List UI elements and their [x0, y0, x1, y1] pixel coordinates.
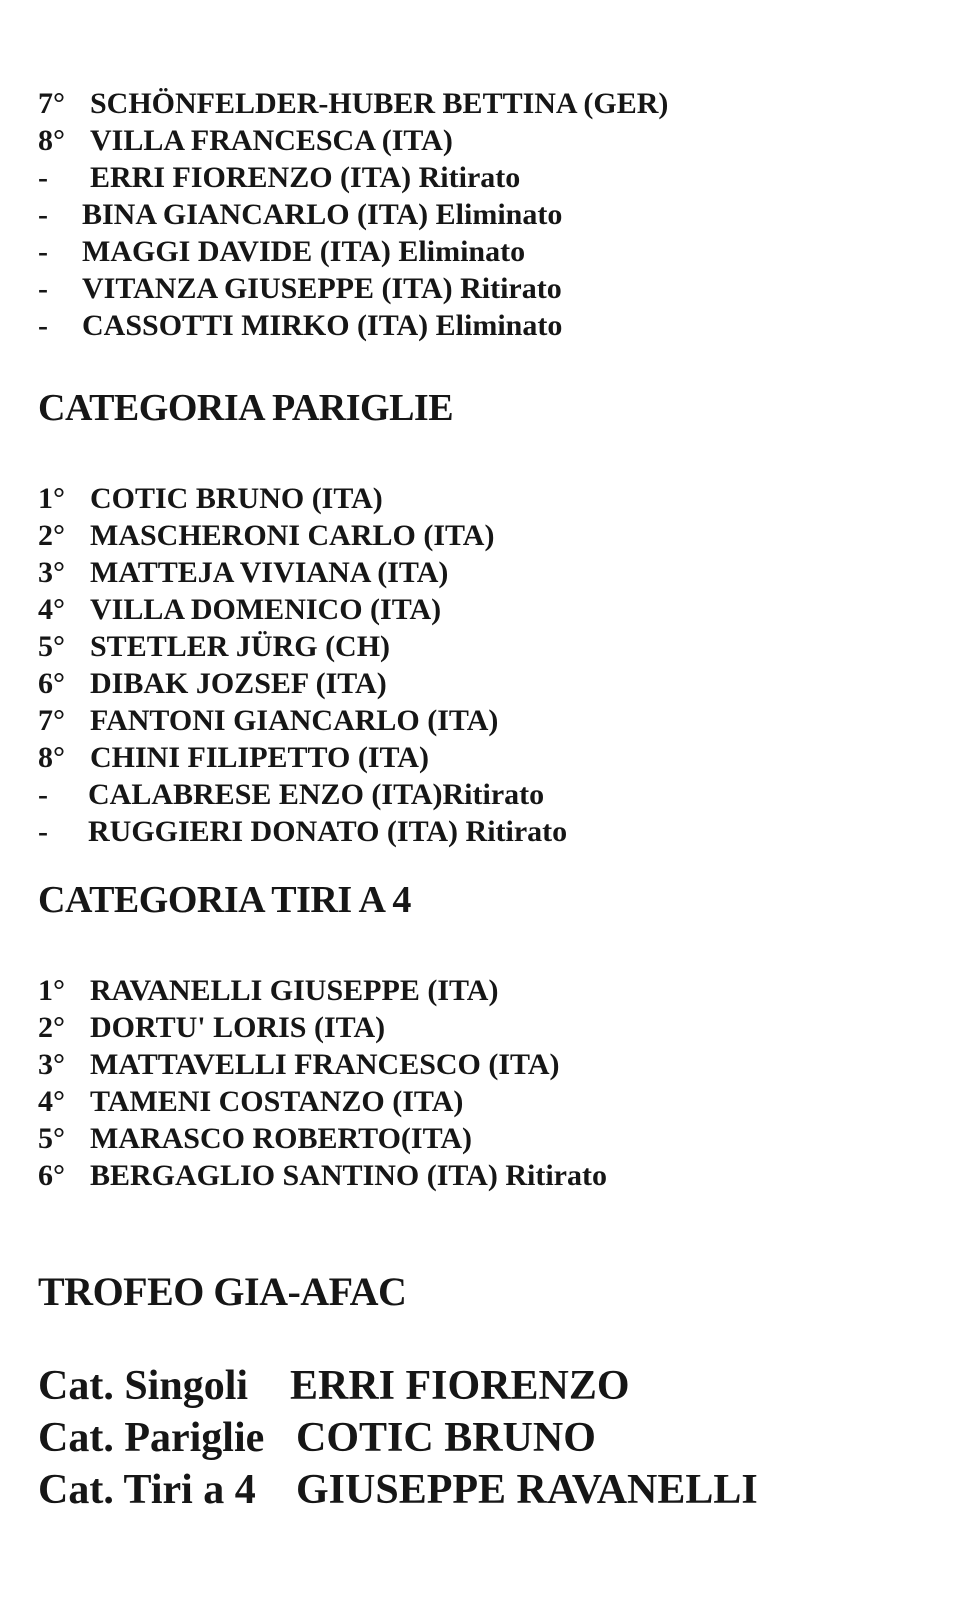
- result-rank: 7°: [38, 704, 65, 737]
- result-row: [38, 776, 567, 813]
- result-rank: 4°: [38, 593, 65, 626]
- trofeo-category: Cat. Tiri a 4: [38, 1467, 256, 1513]
- result-name: ERRI FIORENZO (ITA) Ritirato: [90, 161, 521, 194]
- result-name: DIBAK JOZSEF (ITA): [90, 667, 387, 700]
- trofeo-winner: COTIC BRUNO: [296, 1415, 596, 1461]
- trofeo-category: Cat. Pariglie: [38, 1415, 265, 1461]
- result-row: [38, 591, 567, 628]
- result-row: [38, 554, 567, 591]
- result-rank: 3°: [38, 556, 65, 589]
- result-row: [38, 159, 668, 196]
- trofeo-row: [38, 1464, 758, 1516]
- result-row: [38, 85, 668, 122]
- pariglie-results-list: [38, 480, 567, 850]
- result-row: [38, 122, 668, 159]
- singoli-results-list: [38, 85, 668, 344]
- result-name: RAVANELLI GIUSEPPE (ITA): [90, 974, 499, 1007]
- trofeo-winners-list: [38, 1360, 758, 1516]
- result-rank: -: [38, 309, 48, 342]
- result-name: VITANZA GIUSEPPE (ITA) Ritirato: [82, 272, 562, 305]
- result-name: MATTAVELLI FRANCESCO (ITA): [90, 1048, 560, 1081]
- tiri-results-list: [38, 972, 607, 1194]
- result-name: VILLA FRANCESCA (ITA): [90, 124, 453, 157]
- trofeo-category: Cat. Singoli: [38, 1363, 249, 1409]
- result-rank: -: [38, 778, 48, 811]
- result-rank: 4°: [38, 1085, 65, 1118]
- result-row: [38, 1009, 607, 1046]
- result-rank: 6°: [38, 667, 65, 700]
- result-rank: 7°: [38, 87, 65, 120]
- result-rank: 1°: [38, 974, 65, 1007]
- result-row: [38, 233, 668, 270]
- result-rank: 1°: [38, 482, 65, 515]
- result-name: TAMENI COSTANZO (ITA): [90, 1085, 464, 1118]
- result-name: CASSOTTI MIRKO (ITA) Eliminato: [82, 309, 563, 342]
- result-rank: -: [38, 198, 48, 231]
- result-row: [38, 972, 607, 1009]
- result-name: MARASCO ROBERTO(ITA): [90, 1122, 473, 1155]
- result-rank: 8°: [38, 124, 65, 157]
- result-name: CALABRESE ENZO (ITA)Ritirato: [88, 778, 545, 811]
- result-name: BINA GIANCARLO (ITA) Eliminato: [82, 198, 563, 231]
- result-rank: 3°: [38, 1048, 65, 1081]
- result-name: MASCHERONI CARLO (ITA): [90, 519, 495, 552]
- result-rank: -: [38, 815, 48, 848]
- result-rank: 2°: [38, 1011, 65, 1044]
- result-name: VILLA DOMENICO (ITA): [90, 593, 442, 626]
- result-row: [38, 1120, 607, 1157]
- trofeo-heading: TROFEO GIA-AFAC: [38, 1269, 407, 1314]
- result-name: DORTU' LORIS (ITA): [90, 1011, 386, 1044]
- result-row: [38, 1083, 607, 1120]
- result-row: [38, 196, 668, 233]
- result-rank: 8°: [38, 741, 65, 774]
- result-rank: 6°: [38, 1159, 65, 1192]
- result-name: COTIC BRUNO (ITA): [90, 482, 383, 515]
- result-row: [38, 813, 567, 850]
- result-rank: -: [38, 272, 48, 305]
- result-row: [38, 517, 567, 554]
- tiri-heading: CATEGORIA TIRI A 4: [38, 879, 411, 921]
- result-rank: 2°: [38, 519, 65, 552]
- result-rank: -: [38, 235, 48, 268]
- result-row: [38, 1157, 607, 1194]
- result-row: [38, 739, 567, 776]
- result-row: [38, 665, 567, 702]
- result-rank: 5°: [38, 630, 65, 663]
- result-name: CHINI FILIPETTO (ITA): [90, 741, 429, 774]
- result-row: [38, 307, 668, 344]
- result-rank: 5°: [38, 1122, 65, 1155]
- result-row: [38, 480, 567, 517]
- result-name: FANTONI GIANCARLO (ITA): [90, 704, 499, 737]
- result-row: [38, 628, 567, 665]
- result-rank: -: [38, 161, 48, 194]
- trofeo-row: [38, 1360, 758, 1412]
- result-row: [38, 1046, 607, 1083]
- pariglie-heading: CATEGORIA PARIGLIE: [38, 387, 454, 429]
- result-row: [38, 270, 668, 307]
- result-name: SCHÖNFELDER-HUBER BETTINA (GER): [90, 87, 669, 120]
- result-name: BERGAGLIO SANTINO (ITA) Ritirato: [90, 1159, 607, 1192]
- result-name: MAGGI DAVIDE (ITA) Eliminato: [82, 235, 526, 268]
- result-row: [38, 702, 567, 739]
- trofeo-winner: ERRI FIORENZO: [290, 1363, 630, 1409]
- result-name: STETLER JÜRG (CH): [90, 630, 391, 663]
- result-name: RUGGIERI DONATO (ITA) Ritirato: [88, 815, 568, 848]
- result-name: MATTEJA VIVIANA (ITA): [90, 556, 449, 589]
- trofeo-row: [38, 1412, 758, 1464]
- trofeo-winner: GIUSEPPE RAVANELLI: [296, 1467, 758, 1513]
